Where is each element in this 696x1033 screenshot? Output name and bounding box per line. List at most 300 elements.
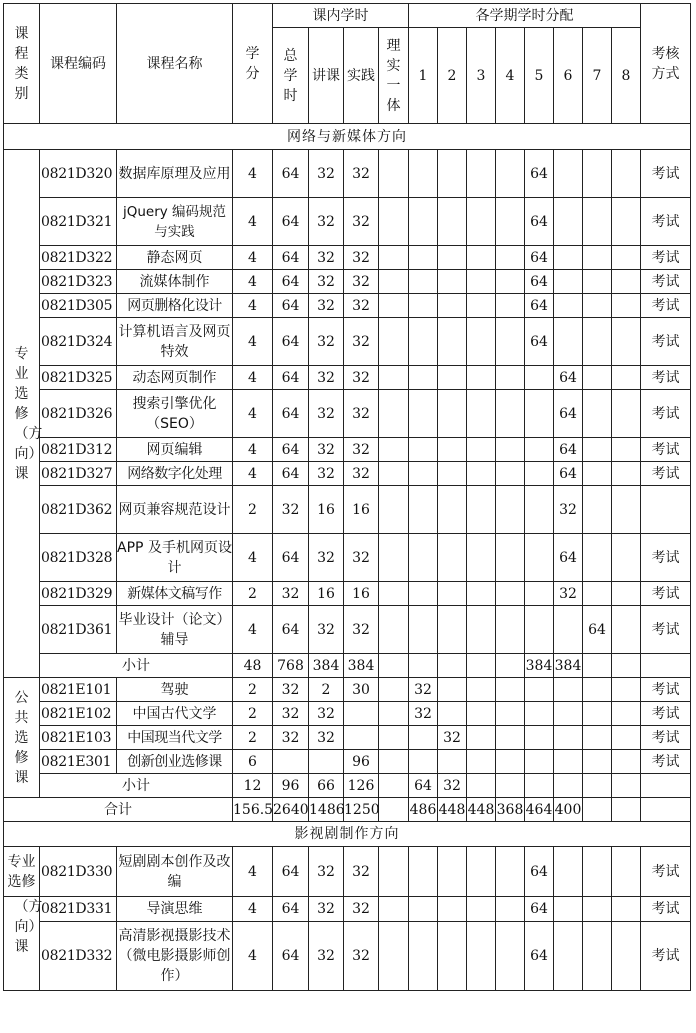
sum-semester-3 <box>467 774 496 798</box>
course-name: 新媒体文稿写作 <box>117 582 233 606</box>
course-total-hours: 64 <box>273 270 309 294</box>
semester-8-hours <box>612 318 641 366</box>
table-row <box>4 678 691 702</box>
semester-5-hours <box>525 366 554 390</box>
sum-semester-8 <box>612 654 641 678</box>
course-integrated-hours <box>379 318 409 366</box>
table-row <box>4 897 691 922</box>
course-lecture-hours: 16 <box>309 582 344 606</box>
table-row <box>4 318 691 366</box>
sum-semester-1: 64 <box>409 774 438 798</box>
table-row <box>4 654 691 678</box>
semester-6-hours <box>554 318 583 366</box>
semester-2-hours <box>438 270 467 294</box>
semester-6-hours <box>554 847 583 897</box>
course-assessment: 考试 <box>641 702 691 726</box>
semester-3-hours <box>467 726 496 750</box>
course-assessment: 考试 <box>641 678 691 702</box>
course-assessment: 考试 <box>641 294 691 318</box>
course-lecture-hours: 32 <box>309 246 344 270</box>
semester-7-hours <box>583 198 612 246</box>
course-total-hours: 64 <box>273 366 309 390</box>
semester-4-hours <box>496 438 525 462</box>
table-row <box>4 534 691 582</box>
course-code: 0821D322 <box>40 246 117 270</box>
semester-5-hours: 64 <box>525 897 554 922</box>
semester-6-hours <box>554 246 583 270</box>
course-practice-hours: 30 <box>344 678 379 702</box>
course-assessment: 考试 <box>641 390 691 438</box>
semester-3-hours <box>467 318 496 366</box>
sum-semester-5: 464 <box>525 798 554 822</box>
semester-5-hours <box>525 606 554 654</box>
semester-1-hours <box>409 198 438 246</box>
course-lecture-hours: 32 <box>309 150 344 198</box>
semester-8-hours <box>612 847 641 897</box>
semester-4-hours <box>496 750 525 774</box>
course-total-hours: 64 <box>273 294 309 318</box>
course-code: 0821D326 <box>40 390 117 438</box>
sum-semester-6 <box>554 774 583 798</box>
semester-7-hours <box>583 750 612 774</box>
course-lecture-hours: 32 <box>309 318 344 366</box>
semester-2-hours <box>438 198 467 246</box>
semester-5-hours: 64 <box>525 847 554 897</box>
semester-3-hours <box>467 750 496 774</box>
category-elective-direction: 专业选修（方向）课 <box>4 150 40 678</box>
course-assessment: 考试 <box>641 270 691 294</box>
semester-6-hours: 64 <box>554 366 583 390</box>
table-row <box>4 270 691 294</box>
semester-7-hours <box>583 582 612 606</box>
semester-8-hours <box>612 246 641 270</box>
course-assessment: 考试 <box>641 897 691 922</box>
sum-lecture-hours: 384 <box>309 654 344 678</box>
semester-5-hours: 64 <box>525 246 554 270</box>
course-practice-hours: 16 <box>344 582 379 606</box>
semester-3-hours <box>467 897 496 922</box>
course-practice-hours: 32 <box>344 438 379 462</box>
table-row <box>4 847 691 897</box>
course-name: 计算机语言及网页特效 <box>117 318 233 366</box>
semester-5-hours: 64 <box>525 270 554 294</box>
course-practice-hours: 32 <box>344 922 379 991</box>
course-name: 动态网页制作 <box>117 366 233 390</box>
semester-2-hours <box>438 847 467 897</box>
course-practice-hours: 32 <box>344 270 379 294</box>
course-assessment: 考试 <box>641 847 691 897</box>
semester-8-hours <box>612 702 641 726</box>
course-assessment: 考试 <box>641 150 691 198</box>
semester-4-hours <box>496 150 525 198</box>
course-name: 网页兼容规范设计 <box>117 486 233 534</box>
semester-8-hours <box>612 462 641 486</box>
subtotal-label: 小计 <box>40 654 233 678</box>
course-credit: 4 <box>233 246 273 270</box>
sum-semester-4 <box>496 654 525 678</box>
semester-7-hours <box>583 270 612 294</box>
course-practice-hours: 16 <box>344 486 379 534</box>
course-total-hours: 64 <box>273 318 309 366</box>
course-lecture-hours: 32 <box>309 726 344 750</box>
course-total-hours: 64 <box>273 897 309 922</box>
sum-assessment <box>641 774 691 798</box>
semester-2-hours <box>438 922 467 991</box>
semester-7-hours <box>583 246 612 270</box>
semester-8-hours <box>612 198 641 246</box>
semester-1-hours <box>409 462 438 486</box>
course-code: 0821D328 <box>40 534 117 582</box>
course-name: 数据库原理及应用 <box>117 150 233 198</box>
semester-6-hours: 64 <box>554 462 583 486</box>
course-name: 导演思维 <box>117 897 233 922</box>
semester-2-hours <box>438 486 467 534</box>
semester-8-hours <box>612 897 641 922</box>
header-practice: 实践 <box>344 28 379 124</box>
semester-2-hours <box>438 294 467 318</box>
semester-4-hours <box>496 702 525 726</box>
semester-1-hours <box>409 294 438 318</box>
header-semester-8: 8 <box>612 28 641 124</box>
semester-4-hours <box>496 897 525 922</box>
course-name: 中国古代文学 <box>117 702 233 726</box>
sum-semester-6: 384 <box>554 654 583 678</box>
sum-semester-4 <box>496 774 525 798</box>
category-public-elective: 公共选修课 <box>4 678 40 798</box>
course-practice-hours: 32 <box>344 897 379 922</box>
semester-3-hours <box>467 847 496 897</box>
semester-5-hours <box>525 582 554 606</box>
semester-4-hours <box>496 270 525 294</box>
course-assessment: 考试 <box>641 726 691 750</box>
header-credit: 学分 <box>233 4 273 124</box>
course-integrated-hours <box>379 847 409 897</box>
course-total-hours: 64 <box>273 150 309 198</box>
semester-4-hours <box>496 198 525 246</box>
header-code: 课程编码 <box>40 4 117 124</box>
semester-1-hours <box>409 390 438 438</box>
category-film-elective <box>4 847 40 897</box>
course-lecture-hours: 32 <box>309 198 344 246</box>
course-credit: 2 <box>233 726 273 750</box>
course-assessment <box>641 486 691 534</box>
course-integrated-hours <box>379 922 409 991</box>
header-semester-distribution: 各学期学时分配 <box>409 4 641 28</box>
semester-7-hours: 64 <box>583 606 612 654</box>
course-code: 0821D305 <box>40 294 117 318</box>
semester-2-hours <box>438 390 467 438</box>
semester-6-hours: 64 <box>554 390 583 438</box>
semester-8-hours <box>612 726 641 750</box>
course-name: 高清影视摄影技术（微电影摄影师创作） <box>117 922 233 991</box>
semester-7-hours <box>583 897 612 922</box>
semester-7-hours <box>583 390 612 438</box>
course-assessment: 考试 <box>641 750 691 774</box>
semester-7-hours <box>583 294 612 318</box>
semester-5-hours: 64 <box>525 198 554 246</box>
sum-semester-8 <box>612 798 641 822</box>
course-code: 0821D362 <box>40 486 117 534</box>
course-integrated-hours <box>379 486 409 534</box>
course-code: 0821E101 <box>40 678 117 702</box>
table-row <box>4 750 691 774</box>
sum-integrated-hours <box>379 654 409 678</box>
course-assessment: 考试 <box>641 582 691 606</box>
course-total-hours: 64 <box>273 198 309 246</box>
sum-lecture-hours: 66 <box>309 774 344 798</box>
semester-6-hours <box>554 294 583 318</box>
semester-1-hours <box>409 246 438 270</box>
sum-semester-1: 486 <box>409 798 438 822</box>
course-lecture-hours <box>309 750 344 774</box>
semester-5-hours <box>525 750 554 774</box>
semester-7-hours <box>583 726 612 750</box>
course-practice-hours: 32 <box>344 606 379 654</box>
course-total-hours: 64 <box>273 246 309 270</box>
course-integrated-hours <box>379 582 409 606</box>
semester-4-hours <box>496 486 525 534</box>
semester-4-hours <box>496 847 525 897</box>
semester-8-hours <box>612 606 641 654</box>
course-code: 0821D331 <box>40 897 117 922</box>
semester-5-hours <box>525 534 554 582</box>
course-practice-hours <box>344 726 379 750</box>
course-assessment: 考试 <box>641 438 691 462</box>
sum-semester-3: 448 <box>467 798 496 822</box>
sum-credit: 48 <box>233 654 273 678</box>
course-practice-hours: 32 <box>344 246 379 270</box>
course-practice-hours: 32 <box>344 150 379 198</box>
semester-6-hours <box>554 726 583 750</box>
semester-3-hours <box>467 582 496 606</box>
course-assessment: 考试 <box>641 198 691 246</box>
semester-6-hours <box>554 678 583 702</box>
header-semester-6: 6 <box>554 28 583 124</box>
course-name: 驾驶 <box>117 678 233 702</box>
course-total-hours: 32 <box>273 486 309 534</box>
course-assessment: 考试 <box>641 462 691 486</box>
semester-8-hours <box>612 486 641 534</box>
semester-1-hours: 32 <box>409 678 438 702</box>
semester-2-hours <box>438 606 467 654</box>
course-total-hours: 64 <box>273 462 309 486</box>
course-name: 中国现当代文学 <box>117 726 233 750</box>
course-practice-hours <box>344 702 379 726</box>
course-total-hours <box>273 750 309 774</box>
course-total-hours: 32 <box>273 582 309 606</box>
course-code: 0821D324 <box>40 318 117 366</box>
course-credit: 4 <box>233 294 273 318</box>
sum-lecture-hours: 1486 <box>309 798 344 822</box>
semester-8-hours <box>612 582 641 606</box>
semester-4-hours <box>496 390 525 438</box>
semester-2-hours <box>438 150 467 198</box>
course-practice-hours: 32 <box>344 390 379 438</box>
sum-semester-2: 448 <box>438 798 467 822</box>
course-practice-hours: 32 <box>344 294 379 318</box>
course-assessment: 考试 <box>641 318 691 366</box>
course-credit: 2 <box>233 486 273 534</box>
sum-semester-2: 32 <box>438 774 467 798</box>
category-film-elective-rest: （方向）课 <box>4 897 40 991</box>
course-credit: 4 <box>233 390 273 438</box>
table-row <box>4 822 691 847</box>
header-semester-3: 3 <box>467 28 496 124</box>
semester-3-hours <box>467 270 496 294</box>
course-lecture-hours: 16 <box>309 486 344 534</box>
course-integrated-hours <box>379 726 409 750</box>
course-name: jQuery 编码规范与实践 <box>117 198 233 246</box>
table-row <box>4 390 691 438</box>
table-row <box>4 726 691 750</box>
course-practice-hours: 32 <box>344 462 379 486</box>
sum-total-hours: 96 <box>273 774 309 798</box>
sum-semester-6: 400 <box>554 798 583 822</box>
semester-5-hours <box>525 438 554 462</box>
semester-3-hours <box>467 438 496 462</box>
semester-7-hours <box>583 486 612 534</box>
course-credit: 4 <box>233 847 273 897</box>
course-integrated-hours <box>379 678 409 702</box>
sum-total-hours: 2640 <box>273 798 309 822</box>
course-lecture-hours: 32 <box>309 438 344 462</box>
sum-semester-3 <box>467 654 496 678</box>
semester-2-hours <box>438 246 467 270</box>
table-row <box>4 366 691 390</box>
semester-6-hours <box>554 198 583 246</box>
semester-1-hours <box>409 726 438 750</box>
table-row <box>4 606 691 654</box>
course-credit: 2 <box>233 582 273 606</box>
course-credit: 4 <box>233 606 273 654</box>
semester-5-hours <box>525 726 554 750</box>
course-code: 0821E301 <box>40 750 117 774</box>
table-row <box>4 150 691 198</box>
semester-8-hours <box>612 366 641 390</box>
course-lecture-hours: 32 <box>309 366 344 390</box>
semester-8-hours <box>612 534 641 582</box>
table-row <box>4 294 691 318</box>
semester-2-hours <box>438 534 467 582</box>
table-row <box>4 438 691 462</box>
sum-semester-8 <box>612 774 641 798</box>
semester-1-hours <box>409 270 438 294</box>
course-assessment: 考试 <box>641 922 691 991</box>
semester-7-hours <box>583 366 612 390</box>
semester-7-hours <box>583 438 612 462</box>
semester-4-hours <box>496 534 525 582</box>
semester-7-hours <box>583 150 612 198</box>
sum-semester-5 <box>525 774 554 798</box>
course-integrated-hours <box>379 390 409 438</box>
course-integrated-hours <box>379 750 409 774</box>
course-name: 搜索引擎优化（SEO） <box>117 390 233 438</box>
course-total-hours: 32 <box>273 726 309 750</box>
course-total-hours: 64 <box>273 534 309 582</box>
semester-6-hours: 64 <box>554 438 583 462</box>
semester-7-hours <box>583 922 612 991</box>
course-lecture-hours: 32 <box>309 294 344 318</box>
sum-semester-2 <box>438 654 467 678</box>
semester-4-hours <box>496 922 525 991</box>
semester-5-hours <box>525 702 554 726</box>
semester-2-hours <box>438 678 467 702</box>
header-integrated: 理实一体 <box>379 28 409 124</box>
course-code: 0821D321 <box>40 198 117 246</box>
semester-4-hours <box>496 462 525 486</box>
header-semester-1: 1 <box>409 28 438 124</box>
semester-6-hours: 32 <box>554 582 583 606</box>
table-row <box>4 462 691 486</box>
course-practice-hours: 32 <box>344 318 379 366</box>
section-film-production: 影视剧制作方向 <box>4 822 691 847</box>
course-name: 网页删格化设计 <box>117 294 233 318</box>
course-name: 静态网页 <box>117 246 233 270</box>
table-row <box>4 246 691 270</box>
course-code: 0821D325 <box>40 366 117 390</box>
course-practice-hours: 32 <box>344 366 379 390</box>
course-lecture-hours: 32 <box>309 922 344 991</box>
sum-total-hours: 768 <box>273 654 309 678</box>
course-code: 0821D327 <box>40 462 117 486</box>
course-name: 网络数字化处理 <box>117 462 233 486</box>
semester-2-hours <box>438 702 467 726</box>
semester-3-hours <box>467 606 496 654</box>
course-total-hours: 64 <box>273 922 309 991</box>
semester-4-hours <box>496 606 525 654</box>
course-lecture-hours: 32 <box>309 462 344 486</box>
header-assessment: 考核方式 <box>641 4 691 124</box>
semester-8-hours <box>612 270 641 294</box>
semester-4-hours <box>496 678 525 702</box>
course-integrated-hours <box>379 150 409 198</box>
course-assessment: 考试 <box>641 606 691 654</box>
header-class-hours: 课内学时 <box>273 4 409 28</box>
course-credit: 4 <box>233 897 273 922</box>
sum-semester-7 <box>583 774 612 798</box>
semester-3-hours <box>467 678 496 702</box>
course-name: 网页编辑 <box>117 438 233 462</box>
header-semester-2: 2 <box>438 28 467 124</box>
course-integrated-hours <box>379 606 409 654</box>
semester-2-hours <box>438 750 467 774</box>
semester-4-hours <box>496 246 525 270</box>
table-row <box>4 198 691 246</box>
semester-4-hours <box>496 294 525 318</box>
semester-3-hours <box>467 390 496 438</box>
course-code: 0821D320 <box>40 150 117 198</box>
course-lecture-hours: 32 <box>309 390 344 438</box>
semester-7-hours <box>583 318 612 366</box>
course-credit: 4 <box>233 922 273 991</box>
semester-8-hours <box>612 294 641 318</box>
course-practice-hours: 96 <box>344 750 379 774</box>
sum-integrated-hours <box>379 798 409 822</box>
course-lecture-hours: 32 <box>309 897 344 922</box>
course-integrated-hours <box>379 438 409 462</box>
semester-1-hours <box>409 486 438 534</box>
semester-8-hours <box>612 390 641 438</box>
course-name: 短剧剧本创作及改编 <box>117 847 233 897</box>
semester-8-hours <box>612 922 641 991</box>
semester-3-hours <box>467 922 496 991</box>
semester-1-hours <box>409 534 438 582</box>
sum-semester-5: 384 <box>525 654 554 678</box>
sum-credit: 156.5 <box>233 798 273 822</box>
table-row <box>4 486 691 534</box>
sum-assessment <box>641 798 691 822</box>
header-name: 课程名称 <box>117 4 233 124</box>
